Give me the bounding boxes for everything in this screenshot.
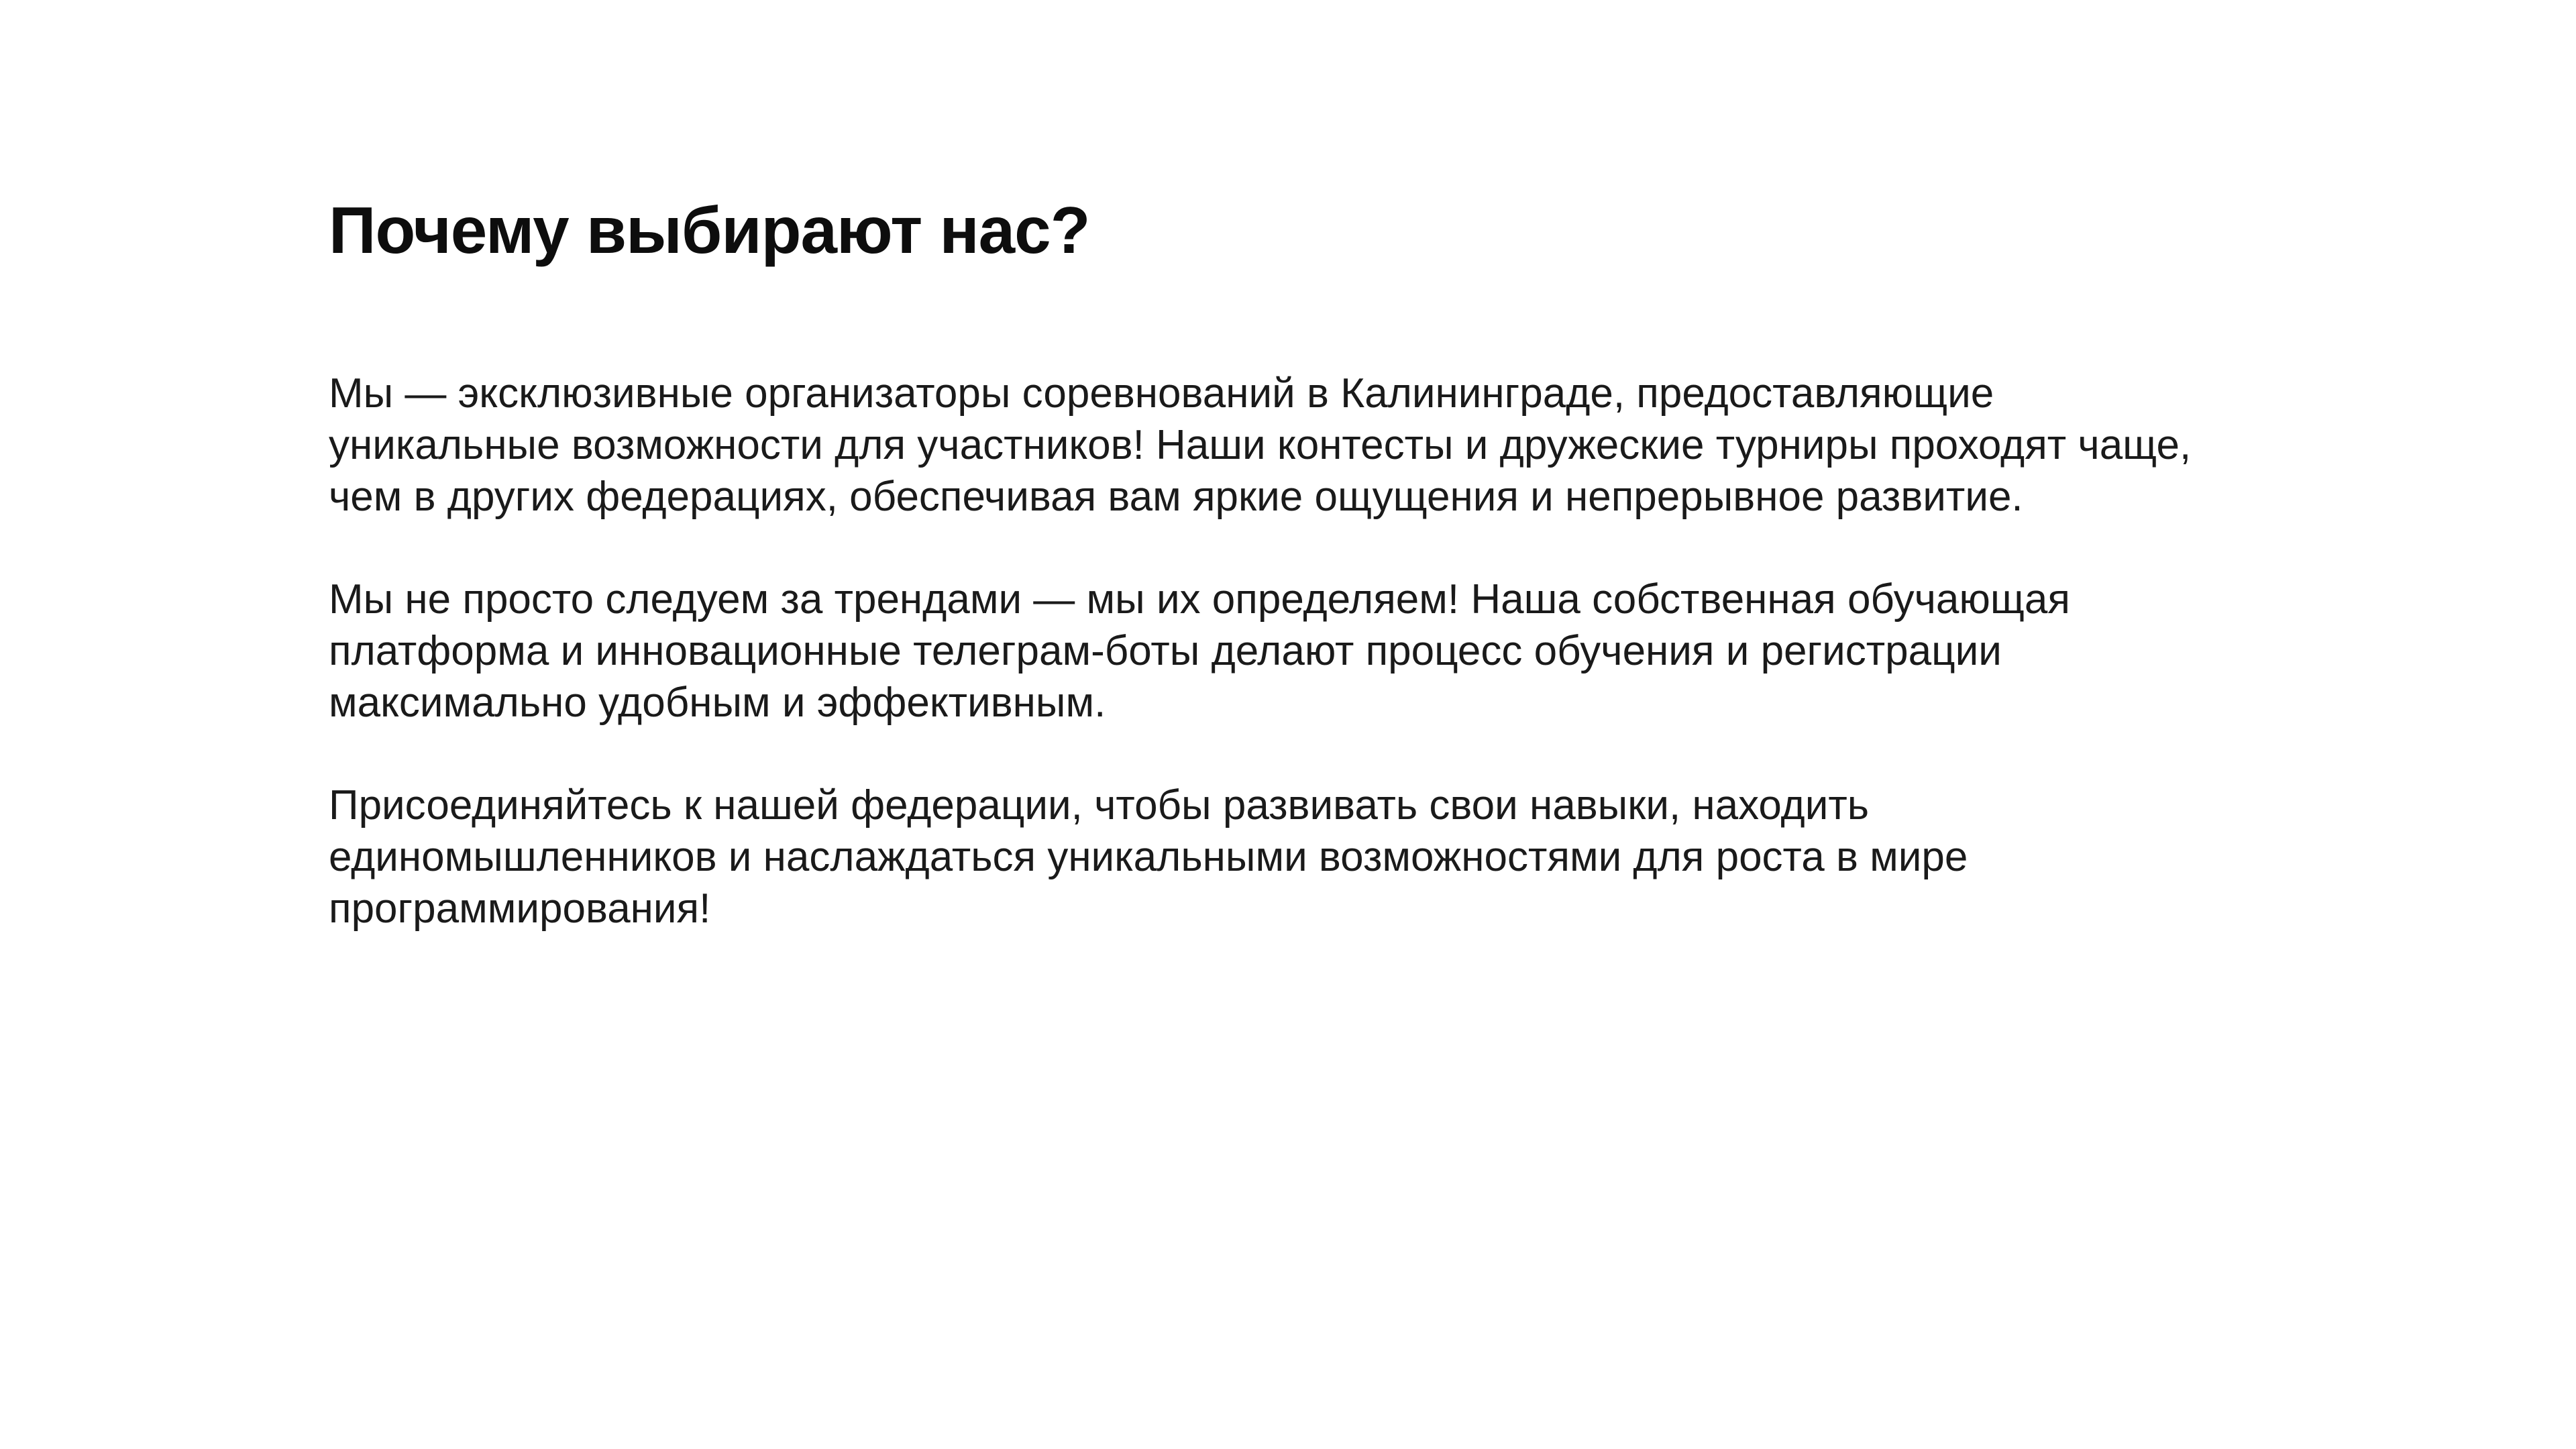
paragraph-line: чем в других федерациях, обеспечивая вам яркие ощущения и непрерывное развитие. — [329, 474, 2023, 520]
paragraph-line: платформа и инновационные телеграм-боты делают процесс обучения и регистрации — [329, 628, 2002, 674]
paragraph-line: единомышленников и наслаждаться уникальными возможностями для роста в мире — [329, 834, 1968, 880]
paragraph-line: Присоединяйтесь к нашей федерации, чтобы развивать свои навыки, находить — [329, 782, 1870, 828]
body-text — [329, 368, 2341, 985]
paragraph-exclusive-organizers — [329, 368, 2341, 523]
paragraph-line: Мы не просто следуем за трендами — мы их определяем! Наша собственная обучающая — [329, 576, 2070, 623]
paragraph-line: программирования! — [329, 885, 711, 932]
paragraph-line: максимально удобным и эффективным. — [329, 680, 1106, 726]
paragraph-join-federation — [329, 780, 2341, 934]
paragraph-line: уникальные возможности для участников! Наши контесты и дружеские турниры проходят чаще, — [329, 422, 2192, 468]
page-title: Почему выбирают нас? — [329, 193, 1090, 267]
paragraph-trends-platform — [329, 574, 2341, 729]
paragraph-line: Мы — эксклюзивные организаторы соревнований в Калининграде, предоставляющие — [329, 370, 1994, 417]
